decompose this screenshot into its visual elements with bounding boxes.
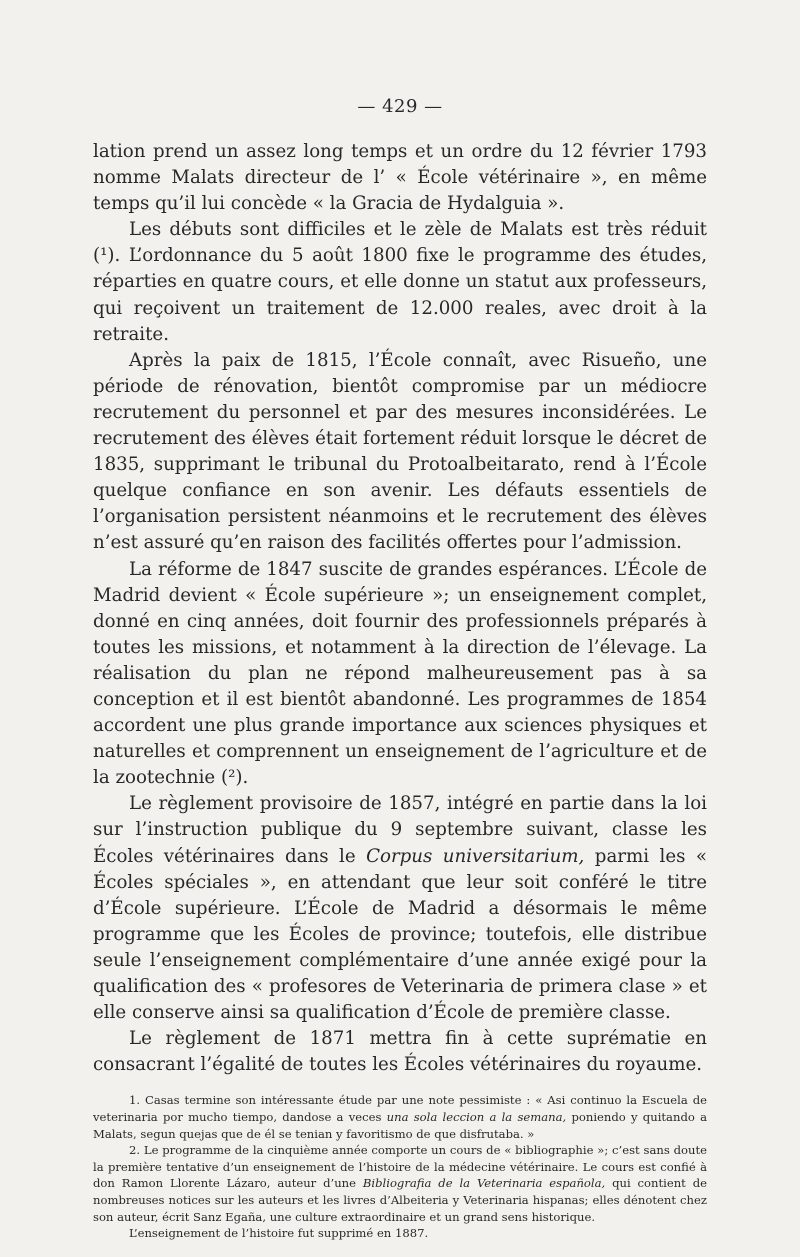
paragraph-6: Le règlement de 1871 mettra fin à cette suprématie en consacrant l’égalité de toutes les Écoles vétérinaires du royaume. <box>93 1028 707 1076</box>
paragraph-3: Après la paix de 1815, l’École connaît, avec Risueño, une période de rénovation, bientôt compromise par un médiocre recrutement du personnel et par des mesures inconsidérées. Le recrutement des élèves était fortement réduit lorsque le décret de 1835, supprimant le tribunal du Protoalbeitarato, rend à l’École quelque confiance en son avenir. Les défauts essentiels de l’organisation persistent néanmoins et le recrutement des élèves n’est assuré qu’en raison des facilités offertes pour l’admission. <box>93 349 707 554</box>
paragraph-1: lation prend un assez long temps et un ordre du 12 février 1793 nomme Malats directeur de l’ « École vétérinaire », en même temps qu’il lui concède « la Gracia de Hydalguia ». <box>93 141 707 215</box>
footnote-1-italic: una sola leccion a la semana, <box>386 1109 567 1124</box>
paragraph-5 <box>93 791 707 1026</box>
footnote-1-part-1: 1. Casas termine son intéressante étude par une note pessimiste : « Asi continuo la Escuela de veterinaria por mucho tiempo, dandose a veces <box>93 1093 707 1124</box>
document-page <box>93 96 707 1242</box>
footnote-2-continuation: L’enseignement de l’histoire fut supprimé en 1887. <box>129 1226 429 1241</box>
footnote-1 <box>93 1092 707 1142</box>
corpus-universitarium-italic: Corpus universitarium, <box>366 845 585 867</box>
paragraph-5-part-2: parmi les « Écoles spéciales », en attendant que leur soit conféré le titre d’École supérieure. L’École de Madrid a désormais le même programme que les Écoles de province; toutefois, elle distribue seule l’enseignement complémentaire d’une année exigé pour la qualification des « profesores de Veterinaria de primera clase » et elle conserve ainsi sa qualification d’École de première classe. <box>93 845 707 1024</box>
footnotes <box>93 1092 707 1241</box>
footnote-2 <box>93 1142 707 1225</box>
footnote-1-part-2: poniendo y quitando a Malats, segun quejas que de él se tenian y favoritismo de que disfrutaba. » <box>93 1109 707 1141</box>
page-number: — 429 — <box>357 96 443 117</box>
paragraph-2: Les débuts sont difficiles et le zèle de Malats est très réduit (¹). L’ordonnance du 5 août 1800 fixe le programme des études, réparties en quatre cours, et elle donne un statut aux professeurs, qui reçoivent un traitement de 12.000 reales, avec droit à la retraite. <box>93 219 707 345</box>
footnote-2-part-1: 2. Le programme de la cinquième année comporte un cours de « bibliographie »; c’est sans doute la première tentative d’un enseignement de l’histoire de la médecine vétérinaire. Le cours est confié à don Ramon Llorente Lázaro, auteur d’une <box>93 1143 707 1191</box>
body-text <box>93 139 707 1078</box>
footnote-2-part-2: qui contient de nombreuses notices sur les auteurs et les livres d’Albeiteria y Veterinaria hispanas; elles dénotent chez son auteur, écrit Sanz Egaña, une culture extraordinaire et un grand sens historique. <box>93 1176 707 1224</box>
footnote-2-italic: Bibliografia de la Veterinaria española, <box>362 1176 606 1191</box>
paragraph-4: La réforme de 1847 suscite de grandes espérances. L’École de Madrid devient « École supérieure »; un enseignement complet, donné en cinq années, doit fournir des professionnels préparés à toutes les missions, et notamment à la direction de l’élevage. La réalisation du plan ne répond malheureusement pas à sa conception et il est bientôt abandonné. Les programmes de 1854 accordent une plus grande importance aux sciences physiques et naturelles et comprennent un enseignement de l’agriculture et de la zootechnie (²). <box>93 558 707 789</box>
paragraph-5-part-1: Le règlement provisoire de 1857, intégré en partie dans la loi sur l’instruction publique du 9 septembre suivant, classe les Écoles vétérinaires dans le <box>93 793 707 867</box>
